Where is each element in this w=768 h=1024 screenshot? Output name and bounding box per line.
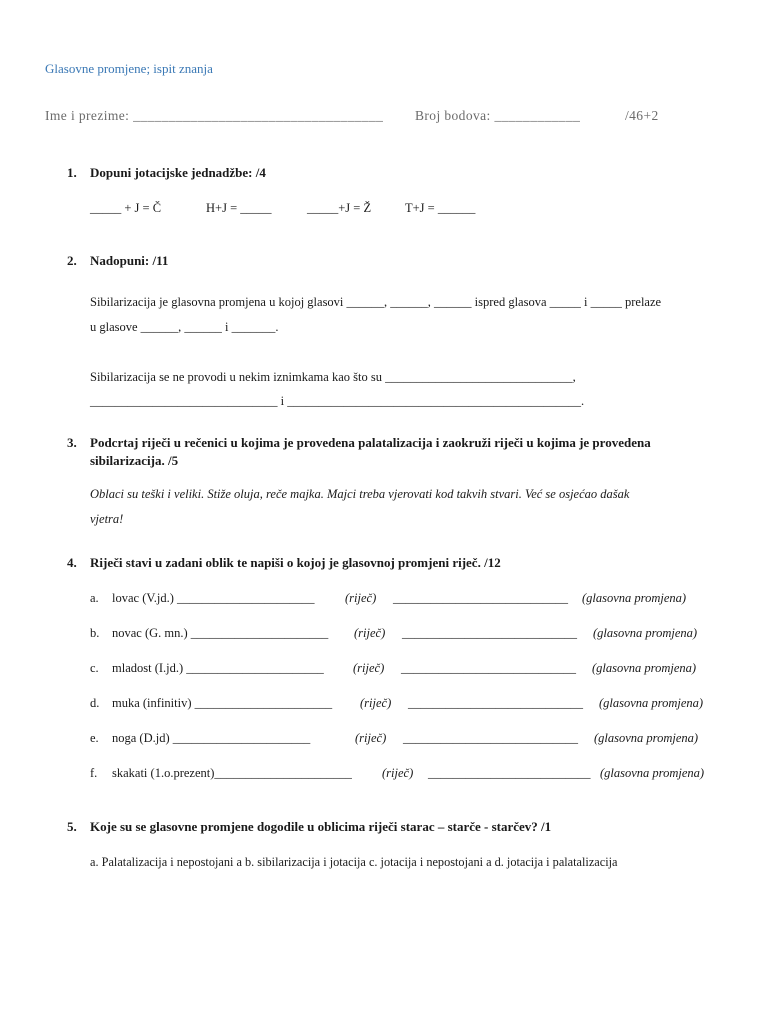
question-text-line-1: Podcrtaj riječi u rečenici u kojima je provedena palatalizacija i zaokruži riječi u kojima je provedena [90, 435, 651, 450]
name-line [45, 108, 659, 124]
item-tag-change: (glasovna promjena) [600, 766, 705, 780]
item-tag-change: (glasovna promjena) [593, 626, 698, 640]
q3-sentence-line-2[interactable]: vjetra! [90, 512, 124, 526]
question-4 [67, 555, 747, 573]
q2-paragraph-2-line-2[interactable]: ______________________________ i _______________________________________________. [90, 394, 585, 408]
item-word-blank[interactable]: muka (infinitiv) ______________________ [112, 696, 333, 710]
item-tag-change: (glasovna promjena) [582, 591, 687, 605]
q2-paragraph-1-line-2[interactable]: u glasove ______, ______ i _______. [90, 320, 279, 334]
item-change-blank[interactable]: ____________________________ [408, 696, 583, 710]
q1-equation-2[interactable]: H+J = _____ [206, 201, 272, 215]
item-change-blank[interactable]: ____________________________ [393, 591, 568, 605]
question-number: 1. [67, 165, 77, 180]
q2-paragraph-2-line-1[interactable]: Sibilarizacija se ne provodi u nekim iznimkama kao što su ______________________________, [90, 370, 576, 384]
item-tag-word: (riječ) [382, 766, 414, 780]
question-3 [67, 435, 747, 471]
item-word-blank[interactable]: skakati (1.o.prezent)______________________ [112, 766, 352, 780]
q2-paragraph-1-line-1[interactable]: Sibilarizacija je glasovna promjena u kojoj glasovi ______, ______, ______ ispred glasova _____ i _____ prelaze [90, 295, 662, 309]
question-number: 2. [67, 253, 77, 268]
question-number: 4. [67, 555, 77, 570]
q4-item-e [90, 731, 750, 749]
q3-sentence-line-1[interactable]: Oblaci su teški i veliki. Stiže oluja, reče majka. Majci treba vjerovati kod takvih stvari. Već se osjećao dašak [90, 487, 630, 501]
item-word-blank[interactable]: mladost (I.jd.) ______________________ [112, 661, 324, 675]
item-word-blank[interactable]: lovac (V.jd.) ______________________ [112, 591, 315, 605]
item-change-blank[interactable]: __________________________ [428, 766, 591, 780]
item-tag-word: (riječ) [345, 591, 377, 605]
q4-item-f [90, 766, 750, 784]
item-tag-change: (glasovna promjena) [594, 731, 699, 745]
q4-item-a [90, 591, 750, 609]
bodovi-field[interactable]: Broj bodova: ____________ [415, 108, 581, 123]
question-2 [67, 253, 727, 271]
item-tag-word: (riječ) [360, 696, 392, 710]
item-letter: e. [90, 731, 99, 745]
item-word-blank[interactable]: noga (D.jd) ______________________ [112, 731, 311, 745]
name-field[interactable]: Ime i prezime: ___________________________________ [45, 108, 384, 123]
item-word-blank[interactable]: novac (G. mn.) ______________________ [112, 626, 329, 640]
item-change-blank[interactable]: ____________________________ [402, 626, 577, 640]
q4-item-d [90, 696, 750, 714]
question-number: 5. [67, 819, 77, 834]
item-change-blank[interactable]: ____________________________ [403, 731, 578, 745]
q4-item-c [90, 661, 750, 679]
item-letter: b. [90, 626, 100, 640]
question-number: 3. [67, 435, 77, 450]
question-text-line-2: sibilarizacija. /5 [90, 453, 179, 468]
item-change-blank[interactable]: ____________________________ [401, 661, 576, 675]
question-text: Koje su se glasovne promjene dogodile u oblicima riječi starac – starče - starčev? /1 [90, 819, 552, 834]
q1-equation-1[interactable]: _____ + J = Č [90, 201, 162, 215]
item-tag-change: (glasovna promjena) [592, 661, 697, 675]
page-title: Glasovne promjene; ispit znanja [45, 61, 213, 76]
item-tag-word: (riječ) [354, 626, 386, 640]
question-1 [67, 165, 727, 183]
item-letter: d. [90, 696, 100, 710]
q5-answer-options[interactable]: a. Palatalizacija i nepostojani a b. sibilarizacija i jotacija c. jotacija i nepostojani a d. jotacija i palatalizacija [90, 855, 618, 869]
item-tag-change: (glasovna promjena) [599, 696, 704, 710]
q4-item-b [90, 626, 750, 644]
total-score: /46+2 [625, 108, 659, 123]
question-text: Nadopuni: /11 [90, 253, 169, 268]
q1-equation-4[interactable]: T+J = ______ [405, 201, 476, 215]
item-letter: c. [90, 661, 99, 675]
item-tag-word: (riječ) [353, 661, 385, 675]
item-letter: f. [90, 766, 98, 780]
item-letter: a. [90, 591, 99, 605]
question-text: Riječi stavi u zadani oblik te napiši o kojoj je glasovnoj promjeni riječ. /12 [90, 555, 501, 570]
question-text: Dopuni jotacijske jednadžbe: /4 [90, 165, 266, 180]
q1-equation-3[interactable]: _____+J = Ž [307, 201, 372, 215]
item-tag-word: (riječ) [355, 731, 387, 745]
question-5 [67, 819, 747, 837]
